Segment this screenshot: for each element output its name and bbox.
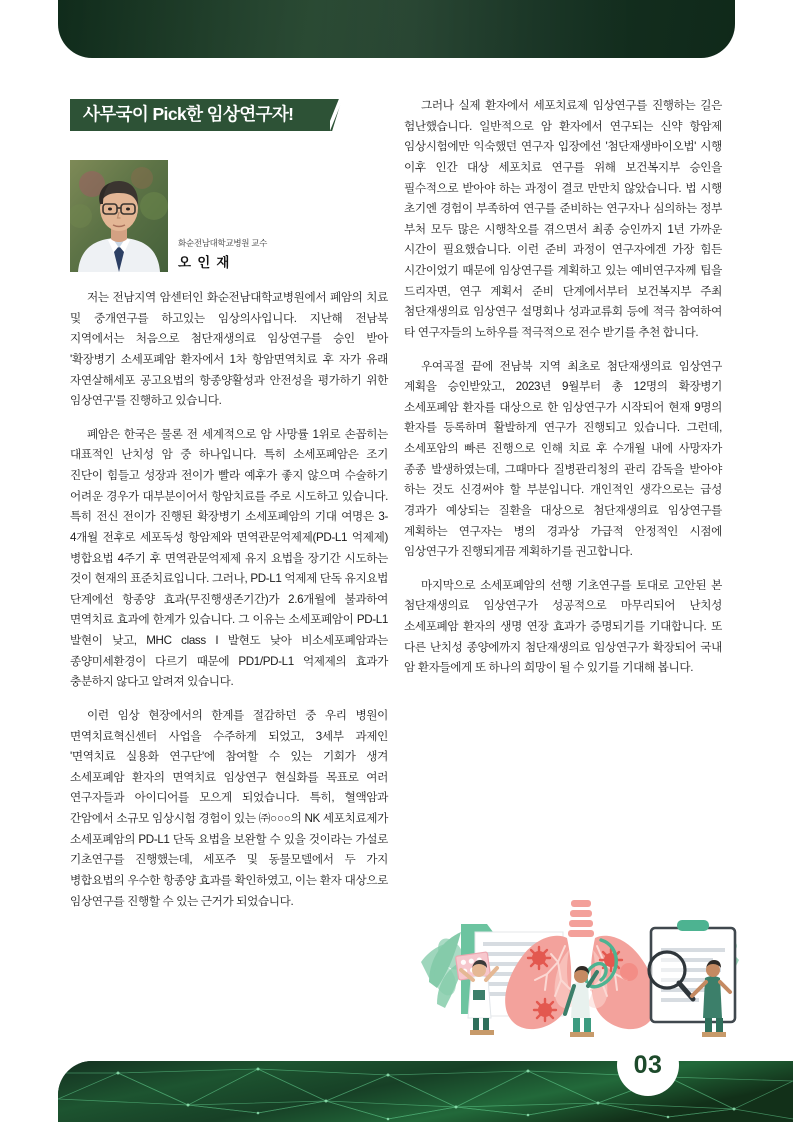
author-affiliation: 화순전남대학교병원 교수 (178, 238, 268, 248)
paragraph: 저는 전남지역 암센터인 화순전남대학교병원에서 폐암의 치료 및 중개연구를 하고있는 임상의사입니다. 지난해 전남북 지역에서는 처음으로 첨단재생의료 임상연구를 승인 받아 '확장병기 소세포폐암 환자에서 1차 항암면역치료 후 자가 유래 자연살해세포 공고요법의 항종양활성과 안전성을 평가하기 위한 임상연구'를 진행하고 있습니다. (70, 291, 388, 408)
author-block (70, 160, 390, 272)
page-number: 03 (633, 1050, 663, 1079)
article-column-right (404, 96, 722, 679)
footer-network-texture (58, 1061, 793, 1122)
footer-band (58, 1061, 793, 1122)
header-band-sheen (58, 0, 735, 58)
paragraph: 그러나 실제 환자에서 세포치료제 임상연구를 진행하는 길은 험난했습니다. 일반적으로 암 환자에서 연구되는 신약 항암제 임상시험에만 익숙했던 연구자 입장에선 '첨단재생바이오법' 시행 이후 인간 대상 세포치료 연구를 위해 보건복지부 승인을 필수적으로 받아야 하는 과정이 결코 만만치 않았습니다. 법 시행 초기엔 경험이 부족하여 연구를 준비하는 연구자나 심의하는 정부 부처 모두 많은 시행착오를 겪으면서 최종 승인까지 1년 가까운 시간이 필요했습니다. 이런 준비 과정이 연구자에겐 가장 힘든 시간이었기 때문에 임상연구를 계획하고 있는 예비연구자께 팁을 드리자면, 연구 계획서 준비 단계에서부터 보건복지부 주최 첨단재생의료 임상연구 설명회나 성과교류회 등에 적극 참여하여 타 연구자들의 노하우를 적극적으로 전수 받기를 추천 합니다. (404, 99, 722, 339)
author-name: 오 인 재 (178, 255, 231, 271)
diagonal-slashes-decor (330, 99, 382, 131)
section-title-text: 사무국이 Pick한 임상연구자! (83, 104, 294, 125)
paragraph: 우여곡절 끝에 전남북 지역 최초로 첨단재생의료 임상연구 계획을 승인받았고, 2023년 9월부터 총 12명의 확장병기 소세포폐암 환자를 대상으로 한 임상연구가 시작되어 현재 9명의 환자를 등록하며 활발하게 연구가 진행되고 있습니다. 그런데, 소세포암의 빠른 진행으로 인해 치료 후 수개월 내에 사망자가 종종 발생하였는데, 그때마다 질병관리청의 관리 감독을 받아야 하는 것도 신경써야 할 부분입니다. 개인적인 생각으로는 급성 경과가 예상되는 질환을 대상으로 첨단재생의료 임상연구를 계획하는 연구자는 병의 경과상 가급적 안정적인 시점에 임상연구가 진행되게끔 계획하기를 권고합니다. (404, 359, 722, 559)
lung-research-illustration (415, 862, 745, 1044)
article-column-left (70, 288, 388, 912)
section-title-banner (70, 99, 316, 131)
author-portrait (70, 160, 168, 272)
paragraph: 이런 임상 현장에서의 한계를 절감하던 중 우리 병원이 면역치료혁신센터 사업을 수주하게 되었고, 3세부 과제인 '면역치료 실용화 연구단'에 참여할 수 있는 기회가 생겨 소세포폐암 환자의 면역치료 임상연구 현실화를 목표로 여러 연구자들과 아이디어를 모으게 되었습니다. 특히, 혈액암과 간암에서 소규모 임상시험 경험이 있는 ㈜○○○의 NK 세포치료제가 소세포폐암의 PD-L1 단독 요법을 보완할 수 있을 것이라는 가설로 기초연구를 진행했는데, 세포주 및 동물모델에서 두 가지 병합요법의 우수한 항종양 효과를 확인하였고, 이는 환자 대상으로 임상연구를 진행할 수 있는 근거가 되었습니다. (70, 708, 388, 908)
paragraph: 폐암은 한국은 물론 전 세계적으로 암 사망률 1위로 손꼽히는 대표적인 난치성 암 중 하나입니다. 특히 소세포폐암은 조기 진단이 힘들고 성장과 전이가 빨라 예후가 좋지 않으며 수술하기 어려운 경우가 대부분이어서 항암치료를 주로 시도하고 있습니다. 특히 전신 전이가 진행된 확장병기 소세포폐암의 기대 여명은 3-4개월 전후로 세포독성 항암제와 면역관문억제제(PD-L1 억제제) 병합요법 4주기 후 면역관문억제제 유지 요법을 장기간 시도하는 것이 현재의 표준치료입니다. 그러나, PD-L1 억제제 단독 유지요법 단계에선 항종양 효과(무진행생존기간)가 2.6개월에 불과하여 면역치료 효과에 한계가 있습니다. 그 이유는 소세포폐암이 PD-L1 발현이 낮고, MHC class I 발현도 낮아 비소세포폐암과는 종양미세환경이 다르기 때문에 PD1/PD-L1 억제제의 효과가 충분하지 않다고 알려져 있습니다. (70, 427, 388, 689)
author-meta (178, 238, 388, 271)
header-band (58, 0, 735, 58)
paragraph: 마지막으로 소세포폐암의 선행 기초연구를 토대로 고안된 본 첨단재생의료 임상연구가 성공적으로 마무리되어 난치성 소세포폐암 환자의 생명 연장 효과가 증명되기를 기대합니다. 또 다른 난치성 종양에까지 첨단재생의료 임상연구가 확장되어 국내 암 환자들에게 또 하나의 희망이 될 수 있기를 기대해 봅니다. (404, 578, 722, 675)
